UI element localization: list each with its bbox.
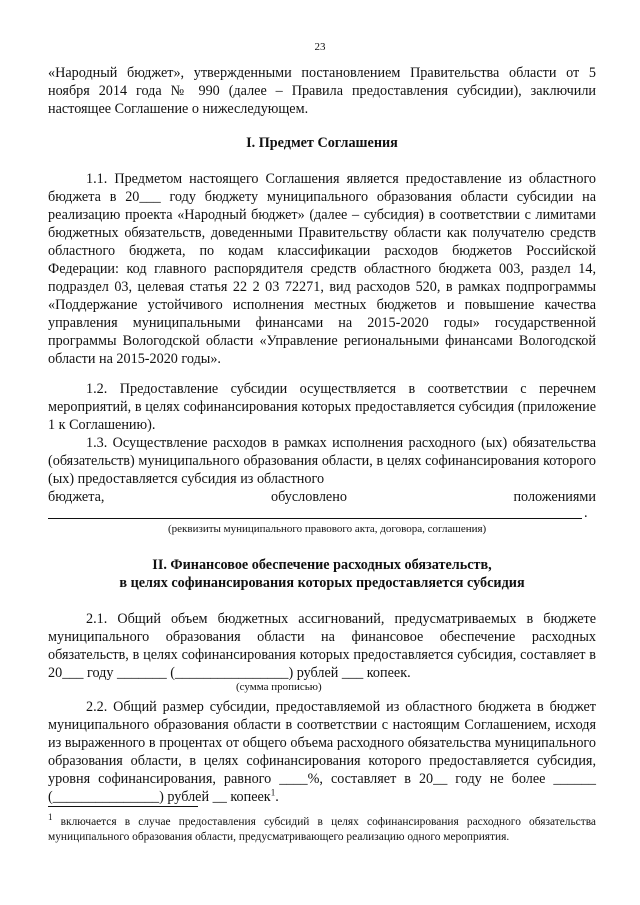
word-provisions: положениями xyxy=(513,489,596,505)
footnote-ref: 1 xyxy=(270,787,276,798)
footnote-mark: 1 xyxy=(48,812,53,823)
requisites-period: . xyxy=(584,505,588,521)
footnote-separator xyxy=(48,806,198,807)
paragraph-2-2-end: . xyxy=(275,789,279,805)
section-2-title-line2: в целях софинансирования которых предоставляется субсидия xyxy=(119,575,525,591)
page-number: 23 xyxy=(314,41,326,53)
footnote xyxy=(48,812,596,845)
paragraph-1-3-last-line xyxy=(48,488,596,506)
paragraph-1-1: 1.1. Предметом настоящего Соглашения является предоставление из областного бюджета в 20___ году бюджету муниципального образования области субсидии на реализацию проекта «Народный бюджет» (далее – субсидия) в соответствии с лимитами бюджетных обязательств, доведенными Правительству области как получателю средств областного бюджета, по кодам классификации расходов бюджетов Российской Федерации: код главного распорядителя средств областного бюджета 003, раздел 14, подраздел 03, целевая статья 22 2 03 72271, вид расходов 520, в рамках подпрограммы «Поддержание устойчивого исполнения местных бюджетов и повышение качества управления муниципальными финансами на 2015-2020 годы» государственной программы Вологодской области «Управление региональными финансами Вологодской области на 2015-2020 годы». xyxy=(48,171,596,367)
word-conditioned: обусловлено xyxy=(271,489,347,505)
paragraph-2-2-text: 2.2. Общий размер субсидии, предоставляемой из областного бюджета в бюджет муниципального образования области в соответствии с настоящим Соглашением, исходя из выраженного в процентах от общего объема расходного обязательства муниципального образования области, в целях софинансирования которого предоставляется субсидия, уровня софинансирования, равного ____%, составляет в 20__ году не более ______ (_______________) рублей __ копеек xyxy=(48,699,596,805)
word-budget: бюджета, xyxy=(48,489,105,505)
section-1-title: I. Предмет Соглашения xyxy=(246,135,398,151)
paragraph-1-2: 1.2. Предоставление субсидии осуществляется в соответствии с перечнем мероприятий, в целях софинансирования которых предоставляется субсидия (приложение 1 к Соглашению). xyxy=(48,381,596,433)
footnote-text: включается в случае предоставления субсидий в целях софинансирования расходного обязательства муниципального образования области, предусматривающего реализацию одного мероприятия. xyxy=(48,816,596,843)
section-2-title-line1: II. Финансовое обеспечение расходных обязательств, xyxy=(152,557,492,573)
paragraph-2-2 xyxy=(48,698,596,806)
requisites-underline xyxy=(48,518,582,519)
sum-caption: (сумма прописью) xyxy=(236,681,322,693)
paragraph-2-1: 2.1. Общий объем бюджетных ассигнований, предусматриваемых в бюджете муниципального образования области на финансовое обеспечение расходных обязательств, в целях софинансирования которых предоставляется субсидия, составляет в 20___ году _______ (________________) рублей ___ копеек. xyxy=(48,611,596,681)
requisites-caption: (реквизиты муниципального правового акта, договора, соглашения) xyxy=(168,523,487,535)
intro-paragraph: «Народный бюджет», утвержденными постановлением Правительства области от 5 ноября 2014 года № 990 (далее – Правила предоставления субсидии), заключили настоящее Соглашение о нижеследующем. xyxy=(48,65,596,117)
paragraph-1-3: 1.3. Осуществление расходов в рамках исполнения расходного (ых) обязательства (обязательств) муниципального образования области, в целях софинансирования которого (ых) предоставляется субсидия из областного xyxy=(48,435,596,487)
